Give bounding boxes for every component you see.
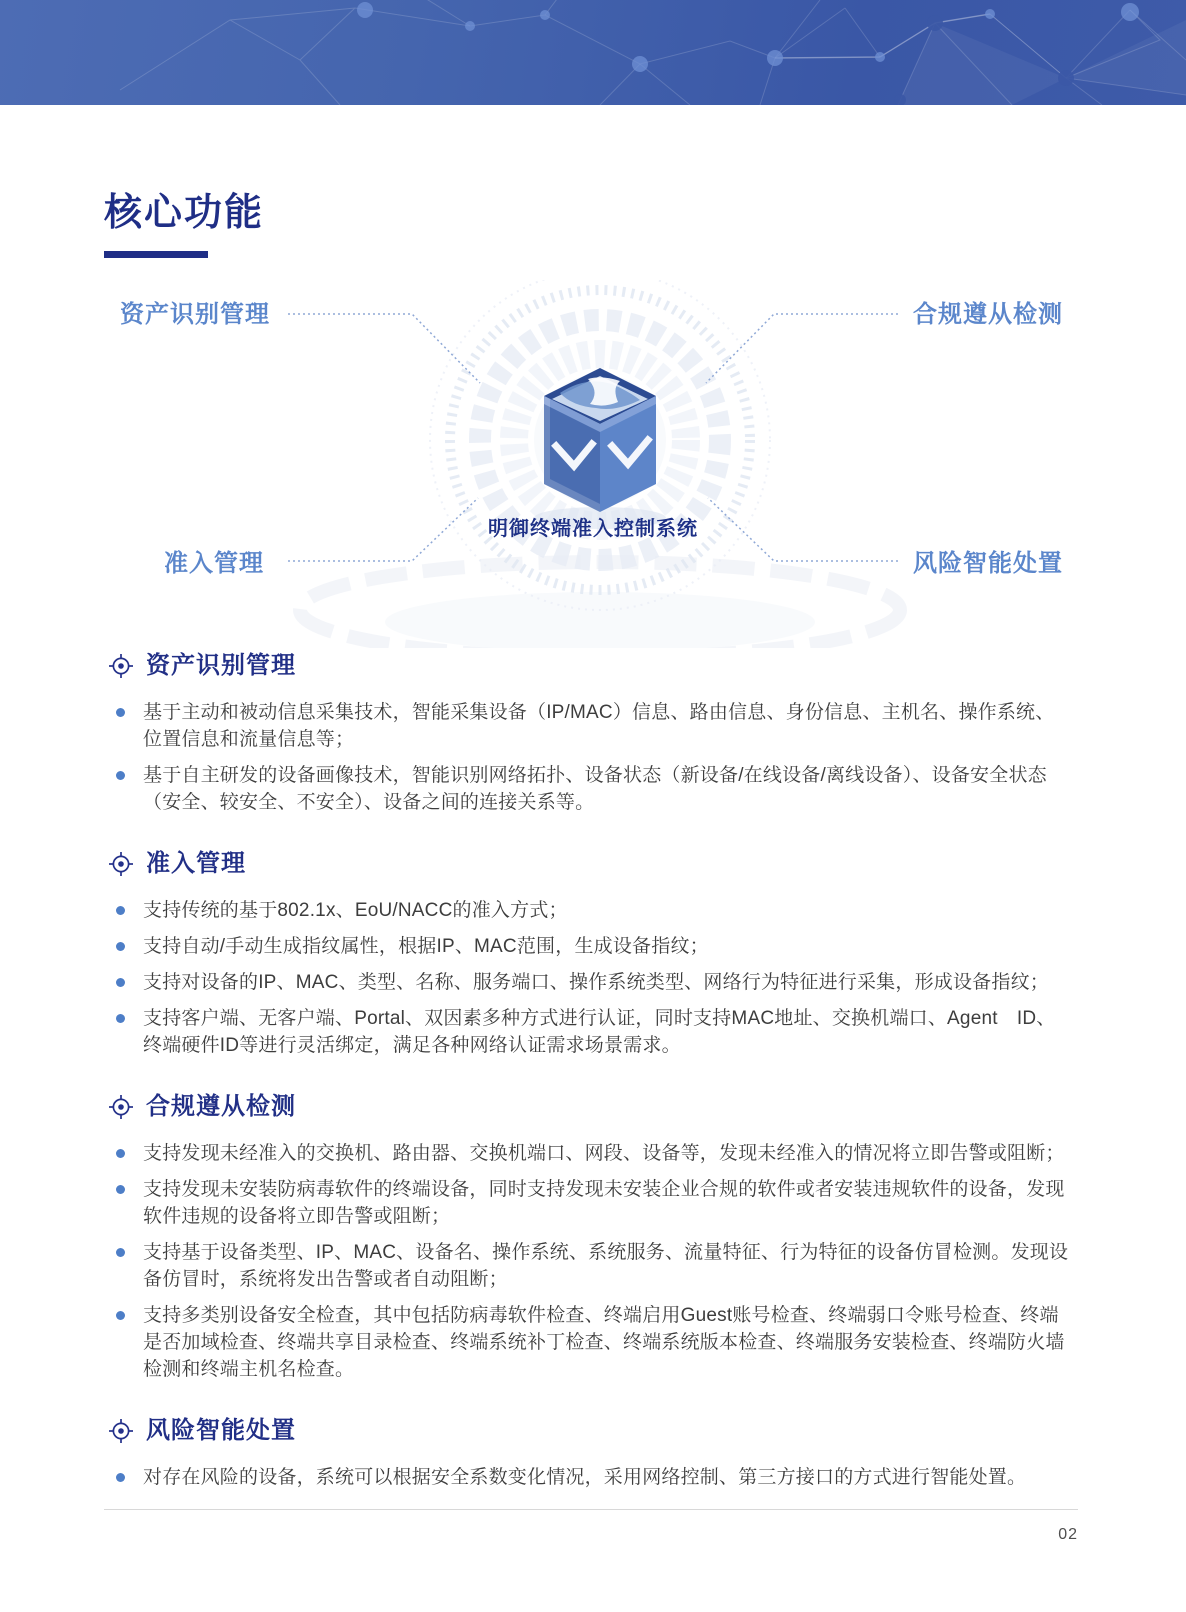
- section-asset-identification: [104, 650, 1078, 816]
- bullet-text: 支持自动/手动生成指纹属性，根据IP、MAC范围，生成设备指纹；: [143, 936, 709, 957]
- bullet-text: 支持基于设备类型、IP、MAC、设备名、操作系统、系统服务、流量特征、行为特征的设备仿冒检测。发现设备仿冒时，系统将发出告警或者自动阻断；: [143, 1242, 1069, 1290]
- bullet-text: 基于主动和被动信息采集技术，智能采集设备（IP/MAC）信息、路由信息、身份信息、主机名、操作系统、位置信息和流量信息等；: [143, 702, 1055, 750]
- footer-divider: [104, 1509, 1078, 1510]
- target-icon: [108, 653, 134, 679]
- section-heading: [104, 1415, 1078, 1447]
- section-admission-management: [104, 848, 1078, 1059]
- core-features-diagram: [0, 280, 1186, 648]
- target-icon: [108, 1418, 134, 1444]
- target-icon: [108, 851, 134, 877]
- section-title: 准入管理: [146, 850, 246, 877]
- bullet-text: 基于自主研发的设备画像技术，智能识别网络拓扑、设备状态（新设备/在线设备/离线设备）、设备安全状态（安全、较安全、不安全）、设备之间的连接关系等。: [143, 765, 1047, 813]
- bullet-text: 支持对设备的IP、MAC、类型、名称、服务端口、操作系统类型、网络行为特征进行采集，形成设备指纹；: [143, 972, 1049, 993]
- page-content: [0, 193, 1186, 1544]
- list-item: [116, 1302, 1078, 1383]
- bullet-dot-icon: [116, 708, 125, 717]
- title-underline: [104, 251, 208, 258]
- diagram-label-risk-disposal: 风险智能处置: [913, 550, 1063, 577]
- list-item: [116, 1176, 1078, 1230]
- page-number: 02: [1058, 1526, 1078, 1543]
- list-item: [116, 699, 1078, 753]
- page-title: 核心功能: [104, 192, 265, 234]
- section-risk-disposal: [104, 1415, 1078, 1491]
- list-item: [116, 933, 1078, 960]
- bullet-text: 支持传统的基于802.1x、EoU/NACC的准入方式；: [143, 900, 568, 921]
- bullet-dot-icon: [116, 1473, 125, 1482]
- section-title: 风险智能处置: [146, 1417, 296, 1444]
- bullet-list: [104, 1140, 1078, 1383]
- bullet-list: [104, 1464, 1078, 1491]
- bullet-dot-icon: [116, 771, 125, 780]
- list-item: [116, 1239, 1078, 1293]
- list-item: [116, 897, 1078, 924]
- diagram-artwork: [0, 280, 1186, 648]
- list-item: [116, 1140, 1078, 1167]
- bullet-dot-icon: [116, 1311, 125, 1320]
- section-title: 资产识别管理: [146, 652, 296, 679]
- bullet-dot-icon: [116, 1248, 125, 1257]
- list-item: [116, 762, 1078, 816]
- diagram-label-compliance-detection: 合规遵从检测: [913, 301, 1063, 328]
- bullet-list: [104, 699, 1078, 816]
- bullet-text: 对存在风险的设备，系统可以根据安全系数变化情况，采用网络控制、第三方接口的方式进行智能处置。: [143, 1467, 1027, 1488]
- bullet-dot-icon: [116, 978, 125, 987]
- bullet-dot-icon: [116, 1185, 125, 1194]
- bullet-dot-icon: [116, 1149, 125, 1158]
- product-cube-icon: [544, 368, 656, 512]
- page-header-banner: [0, 0, 1186, 105]
- list-item: [116, 1005, 1078, 1059]
- banner-network-graphic: [0, 0, 1186, 105]
- bullet-dot-icon: [116, 942, 125, 951]
- target-icon: [108, 1094, 134, 1120]
- section-heading: [104, 650, 1078, 682]
- diagram-center-label: 明御终端准入控制系统: [488, 518, 698, 540]
- bullet-dot-icon: [116, 1014, 125, 1023]
- bullet-text: 支持多类别设备安全检查，其中包括防病毒软件检查、终端启用Guest账号检查、终端弱口令账号检查、终端是否加域检查、终端共享目录检查、终端系统补丁检查、终端系统版本检查、终端服务安装检查、终端防火墙检测和终端主机名检查。: [143, 1305, 1065, 1380]
- section-compliance-detection: [104, 1091, 1078, 1383]
- diagram-label-asset-identification: 资产识别管理: [120, 301, 270, 328]
- bullet-list: [104, 897, 1078, 1059]
- section-heading: [104, 1091, 1078, 1123]
- diagram-label-admission-management: 准入管理: [164, 550, 264, 577]
- list-item: [116, 1464, 1078, 1491]
- bullet-text: 支持发现未安装防病毒软件的终端设备，同时支持发现未安装企业合规的软件或者安装违规软件的设备，发现软件违规的设备将立即告警或阻断；: [143, 1179, 1065, 1227]
- bullet-text: 支持发现未经准入的交换机、路由器、交换机端口、网段、设备等，发现未经准入的情况将立即告警或阻断；: [143, 1143, 1065, 1164]
- section-title: 合规遵从检测: [146, 1093, 296, 1120]
- section-heading: [104, 848, 1078, 880]
- list-item: [116, 969, 1078, 996]
- bullet-text: 支持客户端、无客户端、Portal、双因素多种方式进行认证，同时支持MAC地址、交换机端口、Agent ID、终端硬件ID等进行灵活绑定，满足各种网络认证需求场景需求。: [143, 1008, 1056, 1056]
- bullet-dot-icon: [116, 906, 125, 915]
